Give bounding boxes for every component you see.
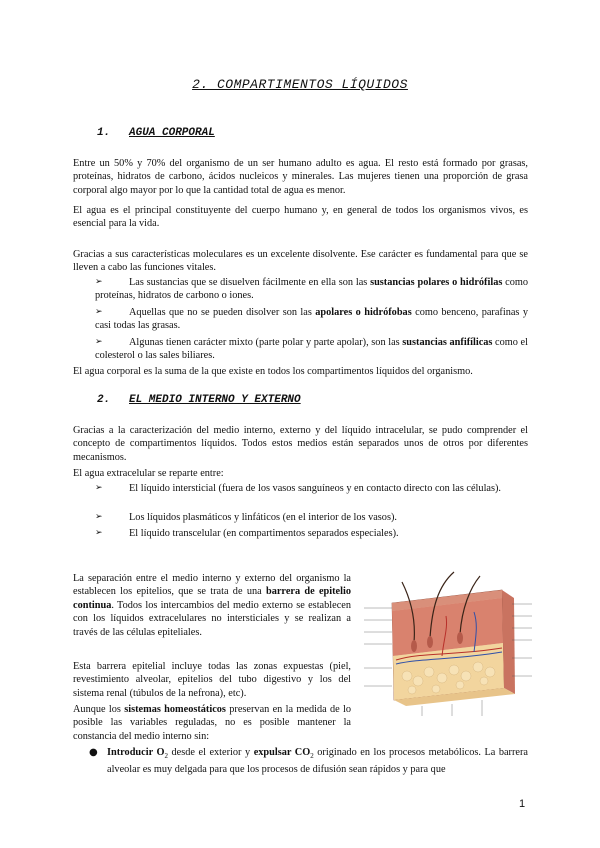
paragraph: El agua extracelular se reparte entre: — [73, 468, 224, 479]
list-item-text: como el colesterol o las sales biliares. — [95, 337, 528, 362]
section-heading-2 — [97, 394, 301, 406]
section-label: AGUA CORPORAL — [129, 127, 215, 139]
section-heading-1 — [97, 127, 215, 139]
paragraph: Esta barrera epitelial incluye todas las zonas expuestas (piel, revestimiento alveolar, epitelios del tubo digestivo y los del sistema renal (túbulos de la nefrona), etc). — [73, 661, 351, 699]
arrow-bullet-icon: ➢ — [95, 528, 103, 538]
bold-term: sustancias anfifílicas — [402, 337, 493, 348]
list-item-text: como proteínas, hidratos de carbono o iones. — [95, 277, 529, 302]
arrow-bullet-icon: ➢ — [95, 337, 103, 347]
list-item-text: Las sustancias que se disuelven fácilmente en ella son las — [129, 277, 371, 288]
list-item-text: desde el exterior y — [168, 747, 254, 758]
section-number: 2. — [97, 394, 111, 406]
subscript: 2 — [164, 752, 168, 761]
skin-cross-section-illustration — [362, 568, 534, 718]
list-item-text: Los líquidos plasmáticos y linfáticos (en el interior de los vasos). — [129, 512, 397, 523]
bold-term: Introducir O — [107, 747, 165, 758]
subscript: 2 — [310, 752, 314, 761]
bullet-dot-icon: ● — [89, 747, 98, 758]
paragraph-text: preservan en la medida de lo posible las variables reguladas, no es posible mantener la constancia del medio interno sin: — [73, 704, 352, 742]
list-item-text: Aquellas que no se pueden disolver son las — [129, 307, 316, 318]
section-label: EL MEDIO INTERNO Y EXTERNO — [129, 394, 301, 406]
list-item — [95, 527, 528, 540]
arrow-bullet-icon: ➢ — [95, 307, 103, 317]
bold-term: apolares o hidrófobas — [315, 307, 412, 318]
paragraph — [73, 703, 351, 743]
bold-term: sustancias polares o hidrófilas — [370, 277, 503, 288]
bold-term: sistemas homeostáticos — [124, 704, 226, 715]
paragraph: Gracias a la caracterización del medio interno, externo y del líquido intracelular, se pudo comprender el concepto de compartimentos líquidos. Todos estos medios están separados unos de otros por diferentes mecanismos. — [73, 425, 528, 463]
arrow-bullet-icon: ➢ — [95, 512, 103, 522]
list-item-text: El líquido intersticial (fuera de los vasos sanguíneos y en contacto directo con las células). — [129, 483, 502, 494]
list-item-text: Algunas tienen carácter mixto (parte polar y parte apolar), son las — [129, 337, 403, 348]
list-item — [95, 336, 528, 363]
arrow-bullet-icon: ➢ — [95, 483, 103, 493]
list-item — [95, 306, 528, 333]
paragraph: Gracias a sus características moleculares es un excelente disolvente. Ese carácter es fundamental para que se lleven a cabo las funciones vitales. — [73, 249, 528, 274]
list-item — [95, 511, 528, 524]
list-item-text: originado en los procesos metabólicos. La barrera alveolar es muy delgada para que los procesos de difusión sean rápidos y para que — [107, 747, 528, 776]
paragraph: Entre un 50% y 70% del organismo de un ser humano adulto es agua. El resto está formado por grasas, proteínas, hidratos de carbono, ácidos nucleicos y minerales. Las mujeres tienen una proporción de grasa corporal algo mayor por lo que la cantidad total de agua es menor. — [73, 158, 528, 196]
list-item-text: como benceno, parafinas y casi todas las grasas. — [95, 307, 528, 332]
list-item — [95, 276, 528, 303]
bold-term: barrera de epitelio continua — [73, 586, 352, 611]
paragraph — [73, 572, 351, 639]
section-number: 1. — [97, 127, 111, 139]
list-item — [89, 746, 528, 777]
paragraph: El agua es el principal constituyente del cuerpo humano y, en general de todos los organismos vivos, es esencial para la vida. — [73, 205, 528, 230]
paragraph-text: Aunque los — [73, 704, 125, 715]
paragraph-text: . Todos los intercambios del medio externo se establecen con los líquidos extracelulares no intersticiales y se realizan a través de las células epiteliales. — [73, 599, 351, 638]
page-title: 2. COMPARTIMENTOS LÍQUIDOS — [192, 77, 408, 92]
arrow-bullet-icon: ➢ — [95, 277, 103, 287]
page-number: 1 — [519, 798, 526, 810]
list-item — [95, 482, 528, 495]
paragraph: El agua corporal es la suma de la que existe en todos los compartimentos líquidos del organismo. — [73, 366, 473, 377]
list-item-text: El líquido transcelular (en compartimentos separados especiales). — [129, 528, 399, 539]
paragraph-text: La separación entre el medio interno y externo del organismo la establecen los epitelios, que se trata de una — [73, 573, 351, 598]
bold-term: expulsar CO — [253, 747, 311, 758]
